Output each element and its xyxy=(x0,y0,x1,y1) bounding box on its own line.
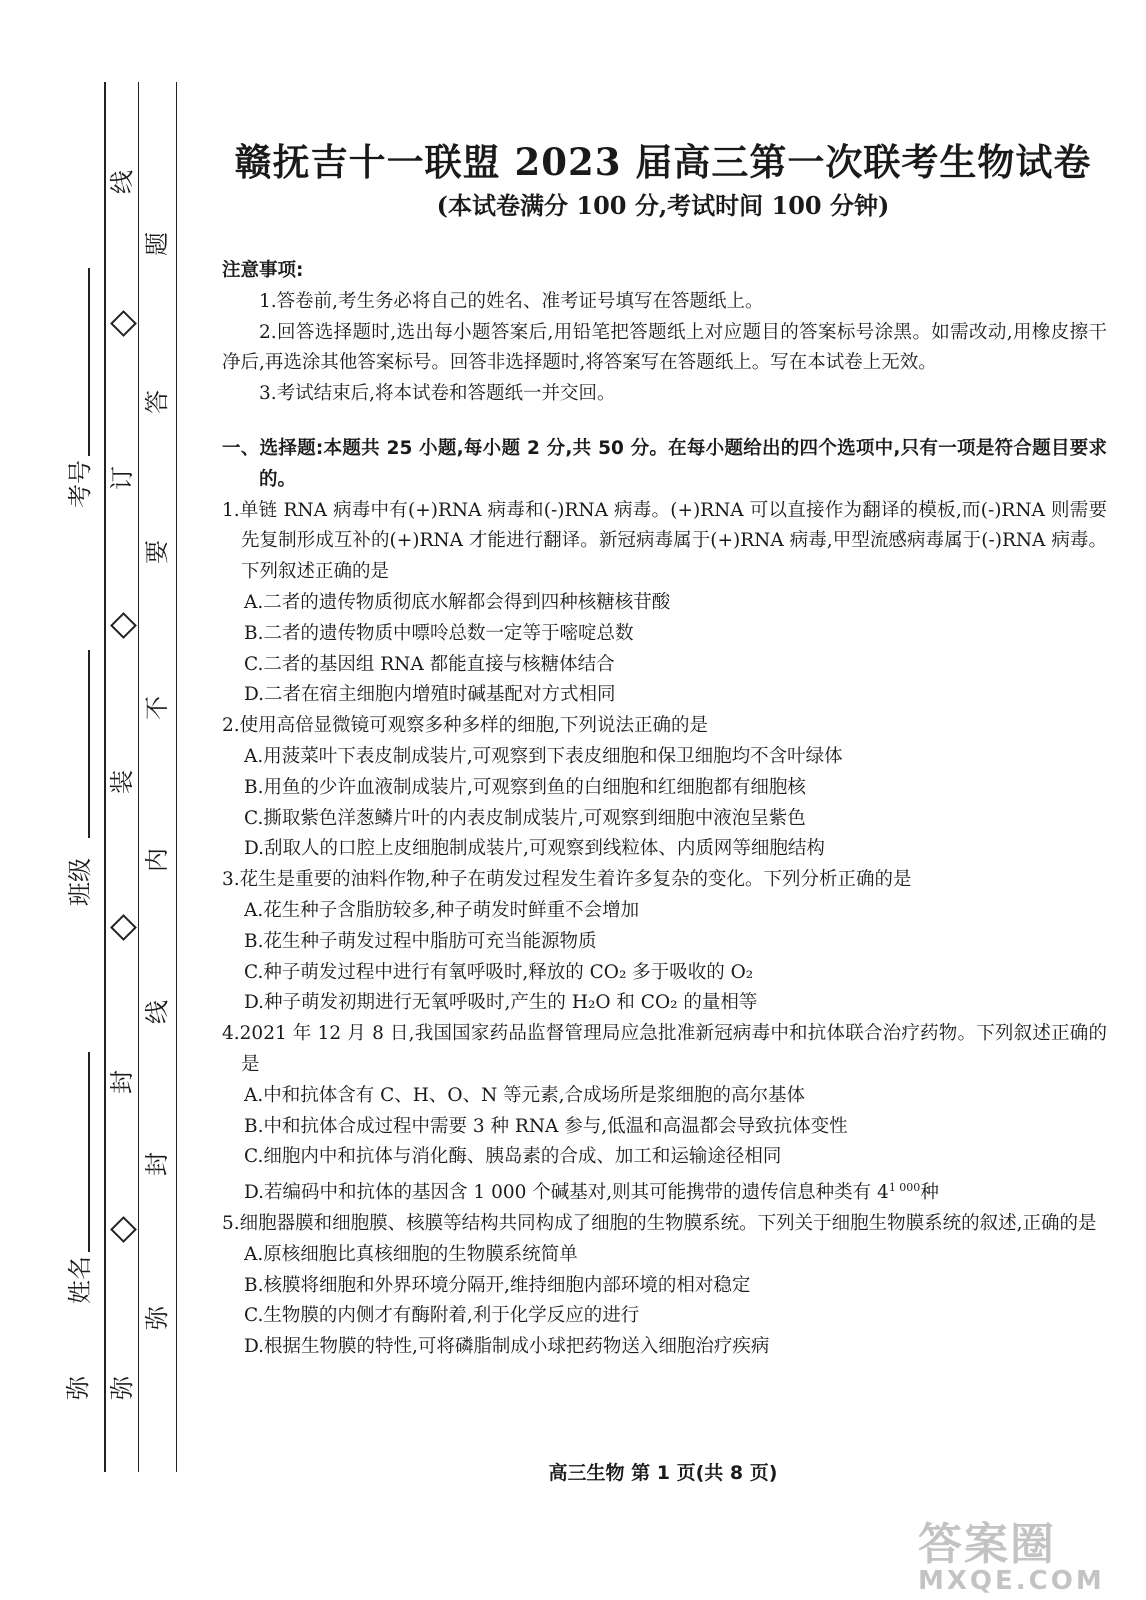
margin-char-mi-2: 弥 xyxy=(143,1306,171,1330)
option-d: D.根据生物膜的特性,可将磷脂制成小球把药物送入细胞治疗疾病 xyxy=(244,1336,770,1358)
margin-char-da: 答 xyxy=(143,390,171,414)
margin-char-mi: 弥 xyxy=(108,1376,136,1400)
margin-label-exam-no: 考号 xyxy=(66,460,94,508)
option-d: D.种子萌发初期进行无氧呼吸时,产生的 H₂O 和 CO₂ 的量相等 xyxy=(244,992,758,1014)
question-3 xyxy=(222,865,1107,1019)
margin-label-mi: 弥 xyxy=(64,1376,92,1400)
option-a: A.用菠菜叶下表皮制成装片,可观察到下表皮细胞和保卫细胞均不含叶绿体 xyxy=(244,745,843,767)
question-stem: 3.花生是重要的油料作物,种子在萌发过程发生着许多复杂的变化。下列分析正确的是 xyxy=(222,869,912,891)
question-2 xyxy=(222,711,1107,865)
option-c: C.种子萌发过程中进行有氧呼吸时,释放的 CO₂ 多于吸收的 O₂ xyxy=(244,961,754,983)
name-fill-line[interactable] xyxy=(88,1052,90,1252)
class-fill-line[interactable] xyxy=(88,650,90,838)
margin-char-ding: 订 xyxy=(108,466,136,490)
margin-label-class: 班级 xyxy=(66,858,94,906)
margin-rule-3 xyxy=(176,82,177,1472)
option-d-text: D.若编码中和抗体的基因含 1 000 个碱基对,则其可能携带的遗传信息种类有 4 xyxy=(244,1182,889,1204)
watermark-logo-text: 答案圈 xyxy=(918,1519,1056,1570)
margin-char-xian: 线 xyxy=(108,170,136,194)
page-subtitle: (本试卷满分 100 分,考试时间 100 分钟) xyxy=(436,191,890,220)
page-footer: 高三生物 第 1 页(共 8 页) xyxy=(548,1462,778,1484)
page-title: 赣抚吉十一联盟 2023 届高三第一次联考生物试卷 xyxy=(234,140,1092,184)
diamond-icon xyxy=(110,914,137,941)
margin-char-ti: 题 xyxy=(143,232,171,256)
margin-char-nei: 内 xyxy=(143,848,171,872)
notice-item: 1.答卷前,考生务必将自己的姓名、准考证号填写在答题纸上。 xyxy=(259,290,764,312)
option-d xyxy=(222,1173,1107,1209)
option-c: C.二者的基因组 RNA 都能直接与核糖体结合 xyxy=(244,653,615,675)
exam-no-fill-line[interactable] xyxy=(88,268,90,456)
watermark-logo xyxy=(918,1508,1118,1596)
option-c: C.撕取紫色洋葱鳞片叶的内表皮制成装片,可观察到细胞中液泡呈紫色 xyxy=(244,807,806,829)
option-a: A.中和抗体含有 C、H、O、N 等元素,合成场所是浆细胞的高尔基体 xyxy=(244,1084,806,1106)
section-heading: 一、选择题:本题共 25 小题,每小题 2 分,共 50 分。在每小题给出的四个选项中,只有一项是符合题目要求的。 xyxy=(222,437,1107,490)
diamond-icon xyxy=(110,612,137,639)
option-b: B.核膜将细胞和外界环境分隔开,维持细胞内部环境的相对稳定 xyxy=(244,1274,751,1296)
question-1 xyxy=(222,496,1107,712)
option-b: B.二者的遗传物质中嘌呤总数一定等于嘧啶总数 xyxy=(244,622,634,644)
option-b: B.中和抗体合成过程中需要 3 种 RNA 参与,低温和高温都会导致抗体变性 xyxy=(244,1115,848,1137)
question-stem: 1.单链 RNA 病毒中有(+)RNA 病毒和(-)RNA 病毒。(+)RNA 可以直接作为翻译的模板,而(-)RNA 则需要先复制形成互补的(+)RNA 才能进行翻译。新冠病毒属于(+)RNA 病毒,甲型流感病毒属于(-)RNA 病毒。下列叙述正确的是 xyxy=(222,499,1107,583)
option-d: D.刮取人的口腔上皮细胞制成装片,可观察到线粒体、内质网等细胞结构 xyxy=(244,838,825,860)
option-c: C.生物膜的内侧才有酶附着,利于化学反应的进行 xyxy=(244,1305,640,1327)
option-a: A.花生种子含脂肪较多,种子萌发时鲜重不会增加 xyxy=(244,899,640,921)
question-5 xyxy=(222,1209,1107,1363)
question-stem: 5.细胞器膜和细胞膜、核膜等结构共同构成了细胞的生物膜系统。下列关于细胞生物膜系统的叙述,正确的是 xyxy=(222,1213,1097,1235)
watermark-domain-text: MXQE.COM xyxy=(918,1566,1105,1596)
question-4 xyxy=(222,1019,1107,1209)
option-d: D.二者在宿主细胞内增殖时碱基配对方式相同 xyxy=(244,684,616,706)
exam-content xyxy=(222,256,1107,1363)
margin-char-xian-2: 线 xyxy=(143,1000,171,1024)
notice-heading: 注意事项: xyxy=(222,260,304,281)
question-stem: 4.2021 年 12 月 8 日,我国国家药品监督管理局应急批准新冠病毒中和抗体联合治疗药物。下列叙述正确的是 xyxy=(222,1023,1107,1075)
option-d-exponent: 1 000 xyxy=(888,1181,921,1195)
margin-char-yao: 要 xyxy=(143,540,171,564)
notice-item: 2.回答选择题时,选出每小题答案后,用铅笔把答题纸上对应题目的答案标号涂黑。如需改动,用橡皮擦干净后,再选涂其他答案标号。回答非选择题时,将答案写在答题纸上。写在本试卷上无效。 xyxy=(222,321,1107,374)
margin-label-name: 姓名 xyxy=(66,1256,94,1304)
question-stem: 2.使用高倍显微镜可观察多种多样的细胞,下列说法正确的是 xyxy=(222,715,709,737)
option-b: B.花生种子萌发过程中脂肪可充当能源物质 xyxy=(244,930,597,952)
option-c: C.细胞内中和抗体与消化酶、胰岛素的合成、加工和运输途径相同 xyxy=(244,1146,782,1168)
diamond-icon xyxy=(110,1216,137,1243)
option-a: A.原核细胞比真核细胞的生物膜系统简单 xyxy=(244,1243,578,1265)
margin-char-feng: 封 xyxy=(108,1070,136,1094)
margin-char-feng-2: 封 xyxy=(143,1152,171,1176)
margin-rule-2 xyxy=(138,82,139,1472)
margin-char-zhuang: 装 xyxy=(108,770,136,794)
margin-char-bu: 不 xyxy=(143,696,171,720)
margin-rule-1 xyxy=(104,82,106,1472)
notice-item: 3.考试结束后,将本试卷和答题纸一并交回。 xyxy=(259,383,616,405)
option-d-suffix: 种 xyxy=(920,1182,939,1204)
option-b: B.用鱼的少许血液制成装片,可观察到鱼的白细胞和红细胞都有细胞核 xyxy=(244,776,806,798)
diamond-icon xyxy=(110,310,137,337)
option-a: A.二者的遗传物质彻底水解都会得到四种核糖核苷酸 xyxy=(244,591,671,613)
